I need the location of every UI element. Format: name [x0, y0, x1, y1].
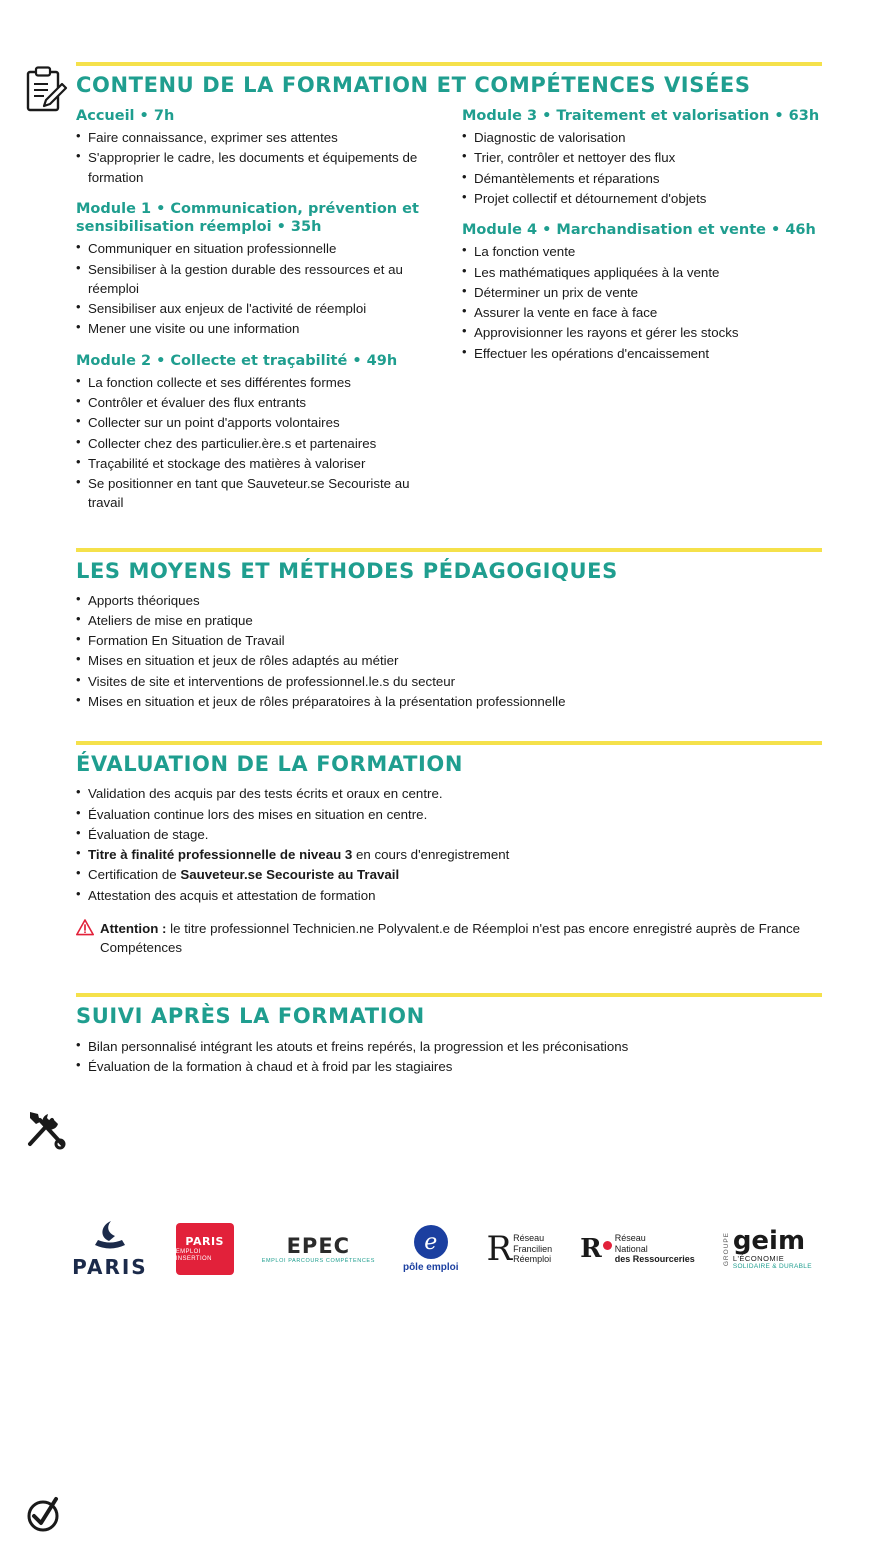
- attention-text: le titre professionnel Technicien.ne Polyvalent.e de Réemploi n'est pas encore enregistré auprès de France Compétences: [100, 920, 801, 956]
- list-item: • Visites de site et interventions de professionnel.le.s du secteur: [76, 672, 828, 691]
- evaluation-item-list: [76, 784, 828, 905]
- paris-emploi-badge: [176, 1223, 234, 1275]
- contenu-left-column: [76, 107, 452, 513]
- section-divider: [76, 62, 822, 66]
- paris-boat-icon: [89, 1219, 131, 1253]
- check-circle-icon: [22, 1493, 68, 1539]
- section-divider: [76, 741, 822, 745]
- list-item-bold: Titre à finalité professionnelle de niveau 3: [88, 847, 353, 863]
- rfr-line-1: Réseau: [513, 1233, 545, 1244]
- list-item: • Évaluation de stage.: [76, 825, 828, 844]
- list-item: • S'approprier le cadre, les documents et équipements de formation: [76, 148, 438, 187]
- list-item: • Trier, contrôler et nettoyer des flux: [462, 148, 828, 167]
- epec-wordmark: EPEC: [286, 1234, 351, 1258]
- attention-label: Attention :: [100, 920, 167, 936]
- module-item-list: [462, 242, 828, 363]
- module-block: [76, 200, 438, 339]
- list-item: • Les mathématiques appliquées à la vente: [462, 263, 828, 282]
- evaluation-body: [76, 784, 828, 905]
- list-item: • Validation des acquis par des tests écrits et oraux en centre.: [76, 784, 828, 803]
- list-item: • Projet collectif et détournement d'objets: [462, 189, 828, 208]
- list-item: • Apports théoriques: [76, 591, 828, 610]
- pole-emploi-mark: e: [414, 1225, 448, 1259]
- epec-tagline: EMPLOI PARCOURS COMPÉTENCES: [261, 1258, 375, 1264]
- rfr-line-2: Francilien: [513, 1243, 553, 1254]
- section-contenu: [0, 62, 884, 514]
- list-item: • Assurer la vente en face à face: [462, 303, 828, 322]
- list-item: • Approvisionner les rayons et gérer les stocks: [462, 323, 828, 342]
- list-item: • Mises en situation et jeux de rôles préparatoires à la présentation professionnelle: [76, 692, 828, 711]
- attention-content: [100, 919, 824, 958]
- module-title: Module 1 • Communication, prévention et sensibilisation réemploi • 35h: [76, 201, 419, 236]
- partner-logo-bar: [0, 1209, 884, 1289]
- section-evaluation: [0, 741, 884, 957]
- rnr-line-3: des Ressourceries: [614, 1254, 695, 1265]
- section-header: [76, 74, 884, 97]
- logo-geim: [723, 1228, 812, 1270]
- list-item: • La fonction collecte et ses différentes formes: [76, 373, 438, 392]
- list-item: • Effectuer les opérations d'encaissement: [462, 344, 828, 363]
- section-divider: [76, 993, 822, 997]
- list-item: • Formation En Situation de Travail: [76, 631, 828, 650]
- list-item: • Sensibiliser à la gestion durable des ressources et au réemploi: [76, 260, 438, 299]
- module-block: [462, 107, 828, 208]
- list-item: • Sensibiliser aux enjeux de l'activité de réemploi: [76, 299, 438, 318]
- moyens-item-list: [76, 591, 828, 712]
- module-block: [76, 107, 438, 187]
- module-item-list: [76, 373, 438, 513]
- module-item-list: [462, 128, 828, 208]
- logo-ville-de-paris: [72, 1219, 148, 1279]
- module-block: [76, 352, 438, 513]
- module-title: Module 4 • Marchandisation et vente • 46h: [462, 222, 816, 239]
- module-title: Module 2 • Collecte et traçabilité • 49h: [76, 352, 398, 369]
- logo-paris-emploi: [176, 1223, 234, 1275]
- list-item: • Attestation des acquis et attestation de formation: [76, 886, 828, 905]
- document-page: [0, 62, 884, 1315]
- list-item: • Mises en situation et jeux de rôles adaptés au métier: [76, 651, 828, 670]
- suivi-item-list: [76, 1037, 828, 1077]
- moyens-body: [76, 591, 828, 712]
- suivi-body: [76, 1037, 828, 1077]
- section-header: [76, 1005, 884, 1028]
- rfr-monogram: R: [486, 1228, 513, 1269]
- list-item: • La fonction vente: [462, 242, 828, 261]
- list-item: • Collecter sur un point d'apports volontaires: [76, 413, 438, 432]
- list-item: • Collecter chez des particulier.ère.s et partenaires: [76, 434, 438, 453]
- badge-line-2: EMPLOI INSERTION: [175, 1249, 212, 1262]
- module-item-list: [76, 239, 438, 338]
- page-title: CONTENU DE LA FORMATION ET COMPÉTENCES VISÉES: [76, 73, 751, 97]
- logo-reseau-national-ressourceries: [580, 1233, 695, 1265]
- module-block: [462, 221, 828, 363]
- section-title: ÉVALUATION DE LA FORMATION: [76, 752, 464, 777]
- list-item: • Démantèlements et réparations: [462, 169, 828, 188]
- list-item: [76, 865, 828, 884]
- section-divider: [76, 548, 822, 552]
- module-item-list: [76, 128, 438, 187]
- rnr-line-2: National: [614, 1243, 648, 1254]
- contenu-columns: [76, 107, 828, 513]
- rfr-line-3: Réemploi: [513, 1254, 552, 1265]
- list-item: • Évaluation de la formation à chaud et à froid par les stagiaires: [76, 1057, 828, 1076]
- list-item: • Contrôler et évaluer des flux entrants: [76, 393, 438, 412]
- section-title: LES MOYENS ET MÉTHODES PÉDAGOGIQUES: [76, 558, 618, 583]
- logo-pole-emploi: [403, 1225, 459, 1273]
- list-item: • Bilan personnalisé intégrant les atouts et freins repérés, la progression et les préconisations: [76, 1037, 828, 1056]
- list-item: • Évaluation continue lors des mises en situation en centre.: [76, 805, 828, 824]
- paris-wordmark: PARIS: [72, 1255, 148, 1279]
- contenu-right-column: [452, 107, 828, 513]
- list-item: • Ateliers de mise en pratique: [76, 611, 828, 630]
- list-item: • Faire connaissance, exprimer ses attentes: [76, 128, 438, 147]
- module-title: Accueil • 7h: [76, 108, 175, 125]
- section-header: [76, 753, 884, 776]
- geim-wordmark: geim: [732, 1226, 806, 1256]
- section-moyens: [0, 548, 884, 712]
- rnr-monogram: R: [580, 1233, 602, 1264]
- geim-tagline-1: L'ÉCONOMIE: [732, 1254, 785, 1263]
- pole-emploi-wordmark: pôle emploi: [402, 1262, 459, 1273]
- warning-triangle-icon: [76, 919, 94, 941]
- list-item-text: en cours d'enregistrement: [352, 847, 510, 863]
- badge-line-1: PARIS: [185, 1234, 224, 1248]
- list-item: • Diagnostic de valorisation: [462, 128, 828, 147]
- list-item: • Traçabilité et stockage des matières à valoriser: [76, 454, 438, 473]
- module-title: Module 3 • Traitement et valorisation • 63h: [462, 108, 820, 125]
- section-header: [76, 560, 884, 583]
- list-item: • Se positionner en tant que Sauveteur.se Secouriste au travail: [76, 474, 438, 513]
- list-item: • Communiquer en situation professionnelle: [76, 239, 438, 258]
- geim-group-label: GROUPE: [722, 1231, 730, 1267]
- geim-tagline-2: SOLIDAIRE & DURABLE: [732, 1263, 812, 1270]
- logo-reseau-francilien-reemploi: [486, 1228, 553, 1269]
- section-title: SUIVI APRÈS LA FORMATION: [76, 1004, 425, 1029]
- section-suivi: [0, 993, 884, 1076]
- list-item-bold: Sauveteur.se Secouriste au Travail: [180, 867, 400, 883]
- list-item-text: Certification de: [88, 867, 181, 883]
- tools-icon: [24, 1106, 70, 1152]
- attention-note: [76, 919, 824, 958]
- list-item: • Mener une visite ou une information: [76, 319, 438, 338]
- rnr-line-1: Réseau: [614, 1232, 646, 1243]
- list-item: • Déterminer un prix de vente: [462, 283, 828, 302]
- logo-epec: [262, 1234, 375, 1264]
- rnr-dot-icon: [603, 1241, 612, 1250]
- clipboard-pencil-icon: [22, 66, 68, 112]
- list-item: [76, 845, 828, 864]
